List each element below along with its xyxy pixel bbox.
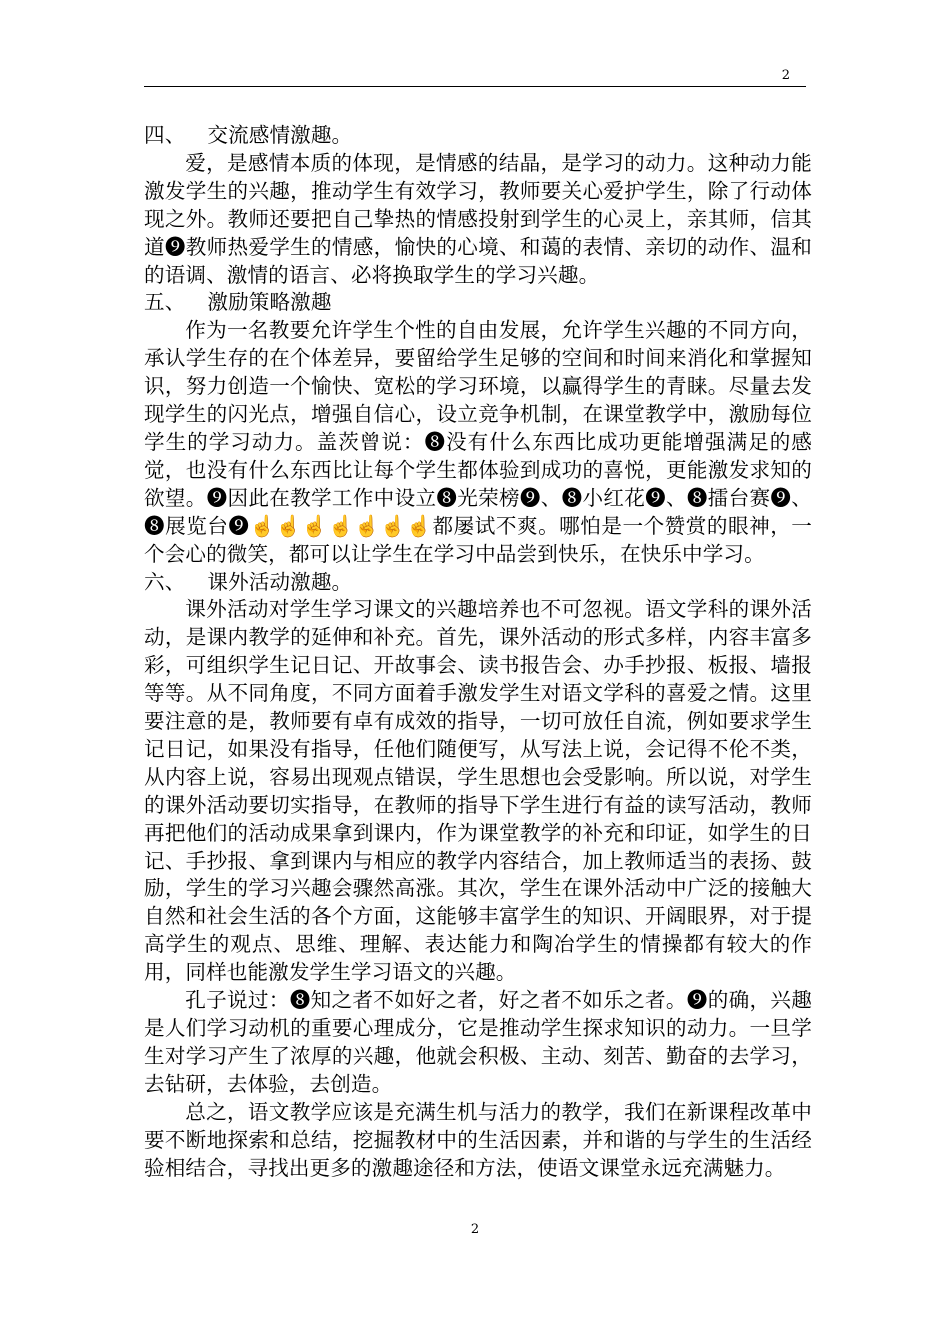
header-page-number: 2 <box>781 68 790 83</box>
paragraph: 作为一名教要允许学生个性的自由发展，允许学生兴趣的不同方向，承认学生存的在个体差异，要留给学生足够的空间和时间来消化和掌握知识，努力创造一个愉快、宽松的学习环境，以赢得学生的青睐。尽量去发现学生的闪光点，增强自信心，设立竞争机制，在课堂教学中，激励每位学生的学习动力。盖茨曾说：❽没有什么东西比成功更能增强满足的感觉，也没有什么东西比让每个学生都体验到成功的喜悦，更能激发求知的欲望。❾因此在教学工作中设立❽光荣榜❾、❽小红花❾、❽擂台赛❾、❽展览台❾☝☝☝☝☝☝☝都屡试不爽。哪怕是一个赞赏的眼神，一个会心的微笑，都可以让学生在学习中品尝到快乐，在快乐中学习。 <box>144 318 812 566</box>
footer-page-number: 2 <box>470 1222 480 1237</box>
section-title: 课外活动激趣。 <box>207 569 353 594</box>
section-heading-4 <box>144 122 812 150</box>
document-body <box>144 122 812 1182</box>
section-number: 四、 <box>144 123 186 147</box>
section-title: 激励策略激趣 <box>207 290 332 315</box>
section-title: 交流感情激趣。 <box>207 123 353 147</box>
section-number: 五、 <box>144 290 186 315</box>
section-heading-6 <box>144 569 812 597</box>
header-rule <box>144 86 806 87</box>
paragraph: 孔子说过：❽知之者不如好之者，好之者不如乐之者。❾的确，兴趣是人们学习动机的重要心理成分，它是推动学生探求知识的动力。一旦学生对学习产生了浓厚的兴趣，他就会积极、主动、刻苦、勤奋的去学习，去钻研，去体验，去创造。 <box>144 988 812 1096</box>
paragraph: 爱，是感情本质的体现，是情感的结晶，是学习的动力。这种动力能激发学生的兴趣，推动学生有效学习，教师要关心爱护学生，除了行动体现之外。教师还要把自己挚热的情感投射到学生的心灵上，亲其师，信其道❾教师热爱学生的情感，愉快的心境、和蔼的表情、亲切的动作、温和的语调、激情的语言、必将换取学生的学习兴趣。 <box>144 150 812 287</box>
section-number: 六、 <box>144 569 186 594</box>
paragraph: 总之，语文教学应该是充满生机与活力的教学，我们在新课程改革中要不断地探索和总结，挖掘教材中的生活因素，并和谐的与学生的生活经验相结合，寻找出更多的激趣途径和方法，使语文课堂永远充满魅力。 <box>144 1099 812 1180</box>
paragraph: 课外活动对学生学习课文的兴趣培养也不可忽视。语文学科的课外活动，是课内教学的延伸和补充。首先，课外活动的形式多样，内容丰富多彩，可组织学生记日记、开故事会、读书报告会、办手抄报、板报、墙报等等。从不同角度，不同方面着手激发学生对语文学科的喜爱之情。这里要注意的是，教师要有卓有成效的指导，一切可放任自流，例如要求学生记日记，如果没有指导，任他们随便写，从写法上说，会记得不伦不类，从内容上说，容易出现观点错误，学生思想也会受影响。所以说，对学生的课外活动要切实指导，在教师的指导下学生进行有益的读写活动，教师再把他们的活动成果拿到课内，作为课堂教学的补充和印证，如学生的日记、手抄报、拿到课内与相应的教学内容结合，加上教师适当的表扬、鼓励，学生的学习兴趣会骤然高涨。其次，学生在课外活动中广泛的接触大自然和社会生活的各个方面，这能够丰富学生的知识、开阔眼界，对于提高学生的观点、思维、理解、表达能力和陶冶学生的情操都有较大的作用，同样也能激发学生学习语文的兴趣。 <box>144 597 812 985</box>
section-heading-5 <box>144 289 812 317</box>
